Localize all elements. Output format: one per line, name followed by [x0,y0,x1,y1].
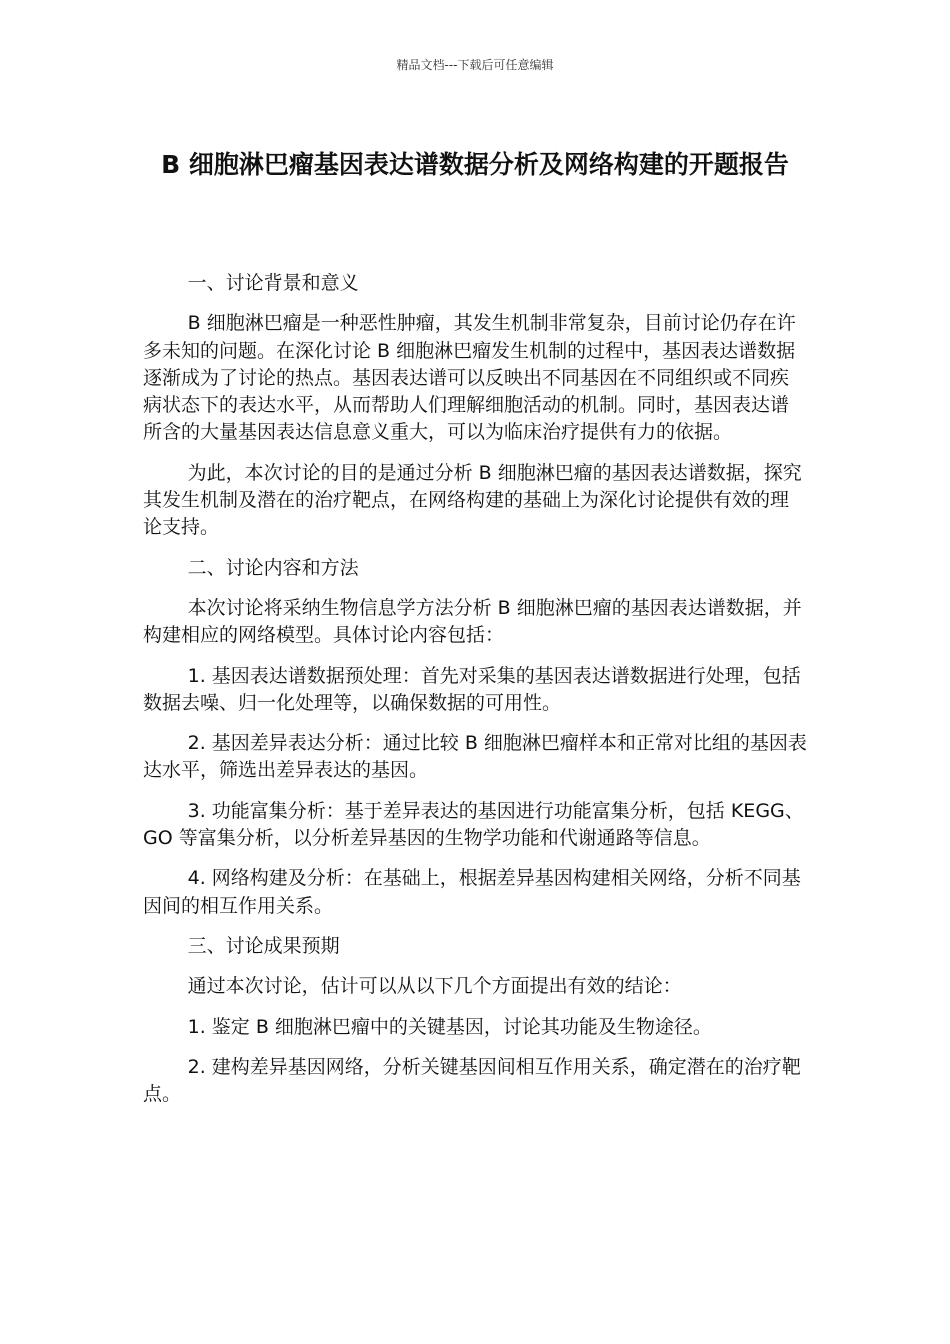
list-item-differential-expression: 2. 基因差异表达分析：通过比较 B 细胞淋巴瘤样本和正常对比组的基因表达水平，筛选出差异表达的基因。 [143,732,807,782]
section-heading-expected-results: 三、讨论成果预期 [187,934,340,957]
section-heading-methods: 二、讨论内容和方法 [187,556,359,579]
paragraph-expected-results-intro: 通过本次讨论，估计可以从以下几个方面提出有效的结论： [187,975,682,998]
paragraph-purpose: 为此，本次讨论的目的是通过分析 B 细胞淋巴瘤的基因表达谱数据，探究其发生机制及潜在的治疗靶点，在网络构建的基础上为深化讨论提供有效的理论支持。 [143,461,802,539]
document-title: B 细胞淋巴瘤基因表达谱数据分析及网络构建的开题报告 [161,150,789,179]
list-item-preprocessing: 1. 基因表达谱数据预处理：首先对采集的基因表达谱数据进行处理，包括数据去噪、归一化处理等，以确保数据的可用性。 [143,664,801,714]
document-body [143,270,807,1121]
paragraph-background: B 细胞淋巴瘤是一种恶性肿瘤，其发生机制非常复杂，目前讨论仍存在许多未知的问题。在深化讨论 B 细胞淋巴瘤发生机制的过程中，基因表达谱数据逐渐成为了讨论的热点。基因表达谱可以反映出不同基因在不同组织或不同疾病状态下的表达水平，从而帮助人们理解细胞活动的机制。同时，基因表达谱所含的大量基因表达信息意义重大，可以为临床治疗提供有力的依据。 [143,312,796,444]
list-item-enrichment-analysis: 3. 功能富集分析：基于差异表达的基因进行功能富集分析，包括 KEGG、GO 等富集分析，以分析差异基因的生物学功能和代谢通路等信息。 [143,799,804,850]
list-item-gene-network: 2. 建构差异基因网络，分析关键基因间相互作用关系，确定潜在的治疗靶点。 [143,1055,801,1106]
paragraph-methods-intro: 本次讨论将采纳生物信息学方法分析 B 细胞淋巴瘤的基因表达谱数据，并构建相应的网络模型。具体讨论内容包括： [143,596,802,647]
list-item-key-genes: 1. 鉴定 B 细胞淋巴瘤中的关键基因，讨论其功能及生物途径。 [187,1015,712,1038]
section-heading-background: 一、讨论背景和意义 [187,272,359,294]
list-item-network-analysis: 4. 网络构建及分析：在基础上，根据差异基因构建相关网络，分析不同基因间的相互作用关系。 [143,867,801,917]
header-note: 精品文档---下载后可任意编辑 [396,58,554,72]
